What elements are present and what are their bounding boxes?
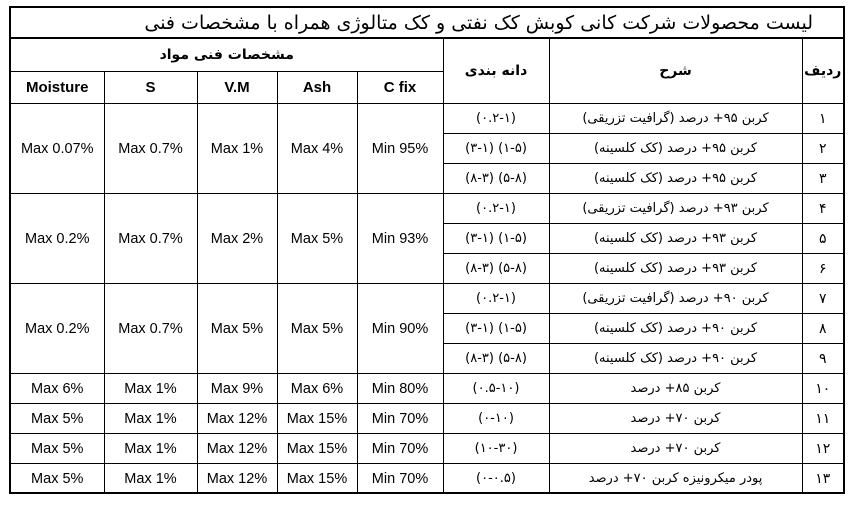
volatile-matter-value: Max 12% — [197, 404, 277, 434]
grading-value: (۱-۵) (۳-۱) — [443, 134, 549, 164]
technical-specs-header: مشخصات فنی مواد — [11, 39, 443, 72]
fixed-carbon-header: C fix — [357, 72, 443, 104]
moisture-value: Max 5% — [11, 434, 104, 464]
moisture-value: Max 0.2% — [11, 284, 104, 374]
grading-value: (۰-۰.۵) — [443, 464, 549, 494]
row-number: ۱۲ — [802, 434, 843, 464]
row-number-header: ردیف — [802, 39, 843, 104]
row-number: ۹ — [802, 344, 843, 374]
header-row-1 — [11, 39, 843, 72]
description-value: کربن ۸۵+ درصد — [549, 374, 802, 404]
fixed-carbon-value: Min 70% — [357, 434, 443, 464]
moisture-header: Moisture — [11, 72, 104, 104]
moisture-value: Max 6% — [11, 374, 104, 404]
ash-value: Max 15% — [277, 404, 357, 434]
sulfur-value: Max 1% — [104, 374, 197, 404]
table-row — [11, 464, 843, 494]
row-number: ۱۳ — [802, 464, 843, 494]
description-value: کربن ۹۵+ درصد (گرافیت تزریقی) — [549, 104, 802, 134]
row-number: ۱۱ — [802, 404, 843, 434]
description-value: کربن ۹۳+ درصد (کک کلسینه) — [549, 224, 802, 254]
grading-value: (۰.۲-۱) — [443, 194, 549, 224]
sulfur-value: Max 1% — [104, 464, 197, 494]
fixed-carbon-value: Min 70% — [357, 404, 443, 434]
description-value: کربن ۹۰+ درصد (کک کلسینه) — [549, 344, 802, 374]
description-value: کربن ۹۵+ درصد (کک کلسینه) — [549, 134, 802, 164]
grading-value: (۵-۸) (۸-۳) — [443, 164, 549, 194]
fixed-carbon-value: Min 90% — [357, 284, 443, 374]
ash-value: Max 15% — [277, 434, 357, 464]
grading-value: (۱-۵) (۳-۱) — [443, 314, 549, 344]
table-row — [11, 434, 843, 464]
row-number: ۳ — [802, 164, 843, 194]
row-number: ۶ — [802, 254, 843, 284]
grading-value: (۰.۵-۱۰) — [443, 374, 549, 404]
ash-header: Ash — [277, 72, 357, 104]
table-row — [11, 104, 843, 134]
table-row — [11, 194, 843, 224]
ash-value: Max 6% — [277, 374, 357, 404]
volatile-matter-value: Max 9% — [197, 374, 277, 404]
grading-value: (۰.۲-۱) — [443, 284, 549, 314]
description-value: کربن ۹۳+ درصد (کک کلسینه) — [549, 254, 802, 284]
row-number: ۸ — [802, 314, 843, 344]
table-row — [11, 404, 843, 434]
description-value: کربن ۷۰+ درصد — [549, 434, 802, 464]
row-number: ۱۰ — [802, 374, 843, 404]
volatile-matter-header: V.M — [197, 72, 277, 104]
spec-table — [11, 39, 843, 494]
ash-value: Max 5% — [277, 194, 357, 284]
grading-value: (۱-۵) (۳-۱) — [443, 224, 549, 254]
fixed-carbon-value: Min 70% — [357, 464, 443, 494]
volatile-matter-value: Max 2% — [197, 194, 277, 284]
sulfur-value: Max 1% — [104, 434, 197, 464]
grading-value: (۰-۱۰) — [443, 404, 549, 434]
grading-value: (۱۰-۳۰) — [443, 434, 549, 464]
description-value: کربن ۹۳+ درصد (گرافیت تزریقی) — [549, 194, 802, 224]
row-number: ۲ — [802, 134, 843, 164]
description-value: کربن ۷۰+ درصد — [549, 404, 802, 434]
volatile-matter-value: Max 12% — [197, 464, 277, 494]
sulfur-value: Max 0.7% — [104, 194, 197, 284]
description-value: کربن ۹۰+ درصد (گرافیت تزریقی) — [549, 284, 802, 314]
grading-value: (۵-۸) (۸-۳) — [443, 254, 549, 284]
volatile-matter-value: Max 12% — [197, 434, 277, 464]
sulfur-value: Max 1% — [104, 404, 197, 434]
ash-value: Max 5% — [277, 284, 357, 374]
product-spec-sheet — [9, 6, 845, 494]
sulfur-value: Max 0.7% — [104, 104, 197, 194]
row-number: ۷ — [802, 284, 843, 314]
fixed-carbon-value: Min 95% — [357, 104, 443, 194]
fixed-carbon-value: Min 80% — [357, 374, 443, 404]
page-title: لیست محصولات شرکت کانی کوبش کک نفتی و کک متالوژی همراه با مشخصات فنی — [11, 8, 843, 39]
volatile-matter-value: Max 5% — [197, 284, 277, 374]
ash-value: Max 4% — [277, 104, 357, 194]
row-number: ۱ — [802, 104, 843, 134]
sulfur-value: Max 0.7% — [104, 284, 197, 374]
grading-value: (۵-۸) (۸-۳) — [443, 344, 549, 374]
volatile-matter-value: Max 1% — [197, 104, 277, 194]
table-row — [11, 374, 843, 404]
table-row — [11, 284, 843, 314]
description-value: کربن ۹۰+ درصد (کک کلسینه) — [549, 314, 802, 344]
moisture-value: Max 0.2% — [11, 194, 104, 284]
description-value: پودر میکرونیزه کربن ۷۰+ درصد — [549, 464, 802, 494]
grading-value: (۰.۲-۱) — [443, 104, 549, 134]
description-value: کربن ۹۵+ درصد (کک کلسینه) — [549, 164, 802, 194]
sulfur-header: S — [104, 72, 197, 104]
grading-header: دانه بندی — [443, 39, 549, 104]
row-number: ۵ — [802, 224, 843, 254]
ash-value: Max 15% — [277, 464, 357, 494]
row-number: ۴ — [802, 194, 843, 224]
description-header: شرح — [549, 39, 802, 104]
moisture-value: Max 0.07% — [11, 104, 104, 194]
fixed-carbon-value: Min 93% — [357, 194, 443, 284]
moisture-value: Max 5% — [11, 464, 104, 494]
moisture-value: Max 5% — [11, 404, 104, 434]
